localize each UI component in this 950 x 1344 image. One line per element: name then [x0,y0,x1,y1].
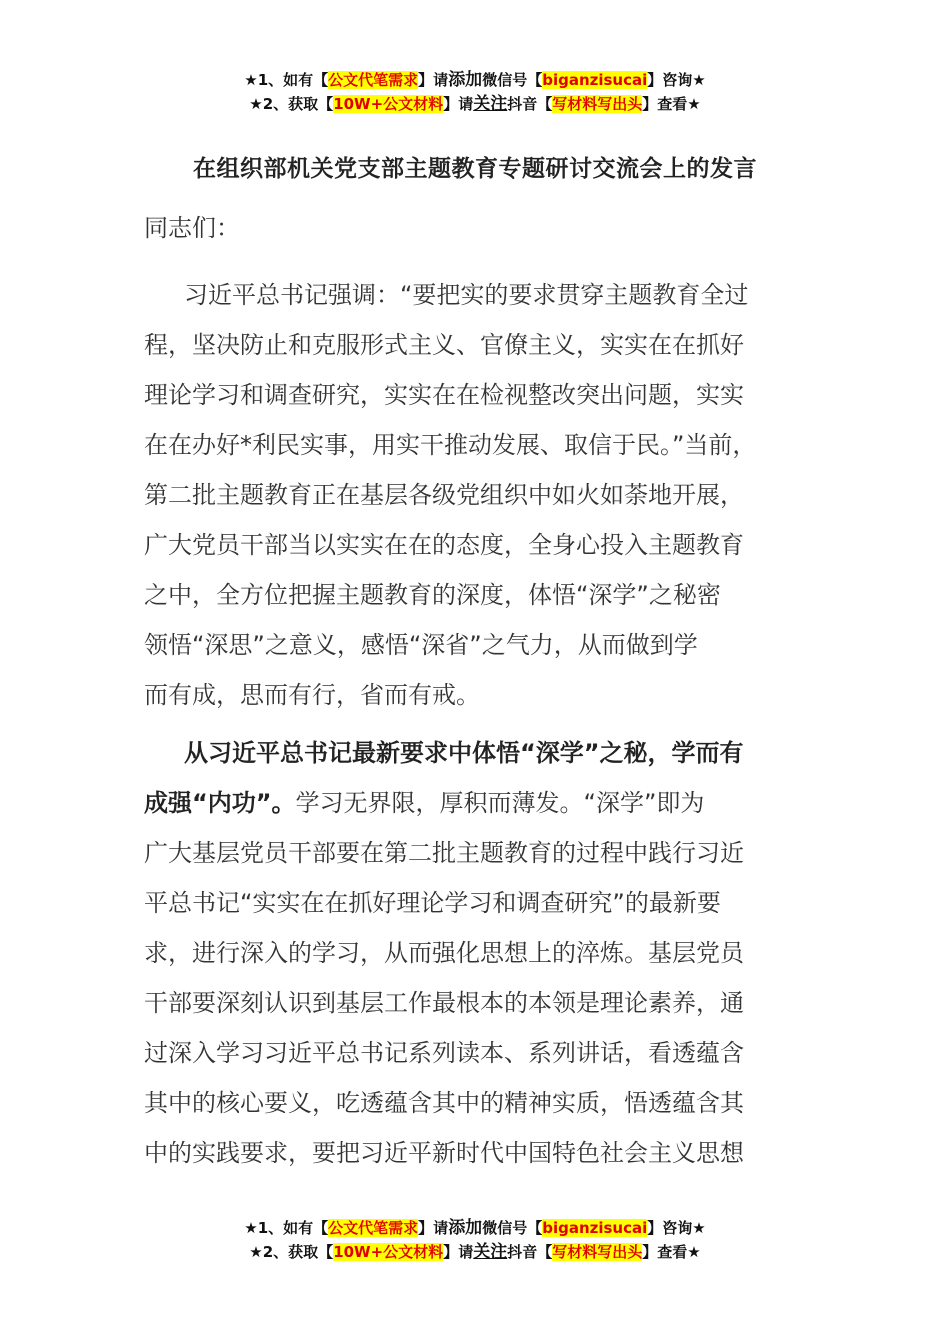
banner-text: 抖音【 [507,95,553,113]
banner-highlight: 公文代笔需求 [328,1219,419,1237]
paragraph-text: 学习无界限，厚积而薄发。“深学”即为 [295,789,705,817]
paragraph-line: 广大基层党员干部要在第二批主题教育的过程中践行习近 [144,839,744,867]
banner-text: ★2、获取【 [249,1243,334,1261]
banner-emphasis: 关注 [473,1242,508,1262]
paragraph-line: 其中的核心要义，吃透蕴含其中的精神实质，悟透蕴含其 [144,1089,744,1117]
paragraph-line [144,778,824,828]
douyin-account-highlight: 写材料写出头 [552,1243,643,1261]
section-heading-end: 成强“内功”。 [144,789,296,817]
banner-line-2 [0,92,950,116]
paragraph-line: 广大党员干部当以实实在在的态度，全身心投入主题教育 [144,531,744,559]
banner-highlight: 10W+公文材料 [333,95,444,113]
paragraph-line: 中的实践要求，要把习近平新时代中国特色社会主义思想 [144,1139,744,1167]
paragraph-line: 求，进行深入的学习，从而强化思想上的淬炼。基层党员 [144,939,744,967]
banner-text: 】查看★ [642,95,701,113]
paragraph-line: 第二批主题教育正在基层各级党组织中如火如荼地开展， [144,481,744,509]
paragraph-line: 领悟“深思”之意义，感悟“深省”之气力，从而做到学 [144,631,698,659]
banner-highlight: 公文代笔需求 [328,71,419,89]
banner-text: ★1、如有【 [244,71,329,89]
paragraph-1 [144,270,824,720]
page-title: 在组织部机关党支部主题教育专题研讨交流会上的发言 [193,156,757,182]
paragraph-line: 程，坚决防止和克服形式主义、官僚主义，实实在在抓好 [144,331,744,359]
banner-line-1 [0,1216,950,1240]
banner-text: 】请 [418,1219,449,1237]
banner-emphasis: 添加 [448,1218,483,1238]
top-banner [0,68,950,116]
banner-highlight: 10W+公文材料 [333,1243,444,1261]
banner-text: 】咨询★ [647,71,706,89]
banner-text: ★1、如有【 [244,1219,329,1237]
banner-text: ★2、获取【 [249,95,334,113]
paragraph-line: 过深入学习习近平总书记系列读本、系列讲话，看透蕴含 [144,1039,744,1067]
banner-line-2 [0,1240,950,1264]
banner-text: 】咨询★ [647,1219,706,1237]
banner-line-1 [0,68,950,92]
banner-emphasis: 添加 [448,70,483,90]
douyin-account-highlight: 写材料写出头 [552,95,643,113]
banner-emphasis: 关注 [473,94,508,114]
paragraph-line: 而有成，思而有行，省而有戒。 [144,681,480,709]
banner-text: 】请 [443,1243,474,1261]
paragraph-2 [144,728,824,1178]
banner-text: 抖音【 [507,1243,553,1261]
banner-text: 微信号【 [482,1219,543,1237]
paragraph-line: 理论学习和调查研究，实实在在检视整改突出问题，实实 [144,381,744,409]
paragraph-line: 平总书记“实实在在抓好理论学习和调查研究”的最新要 [144,889,721,917]
salutation: 同志们： [144,214,240,242]
section-heading: 从习近平总书记最新要求中体悟“深学”之秘，学而有 [184,739,744,767]
wechat-id-highlight: biganzisucai [542,71,648,89]
bottom-banner [0,1216,950,1264]
paragraph-line: 在在办好*利民实事，用实干推动发展、取信于民。”当前， [144,431,757,459]
banner-text: 】请 [443,95,474,113]
wechat-id-highlight: biganzisucai [542,1219,648,1237]
paragraph-line: 之中，全方位把握主题教育的深度，体悟“深学”之秘密 [144,581,721,609]
banner-text: 微信号【 [482,71,543,89]
paragraph-line: 干部要深刻认识到基层工作最根本的本领是理论素养，通 [144,989,744,1017]
banner-text: 】查看★ [642,1243,701,1261]
banner-text: 】请 [418,71,449,89]
paragraph-line: 习近平总书记强调：“要把实的要求贯穿主题教育全过 [184,281,749,309]
